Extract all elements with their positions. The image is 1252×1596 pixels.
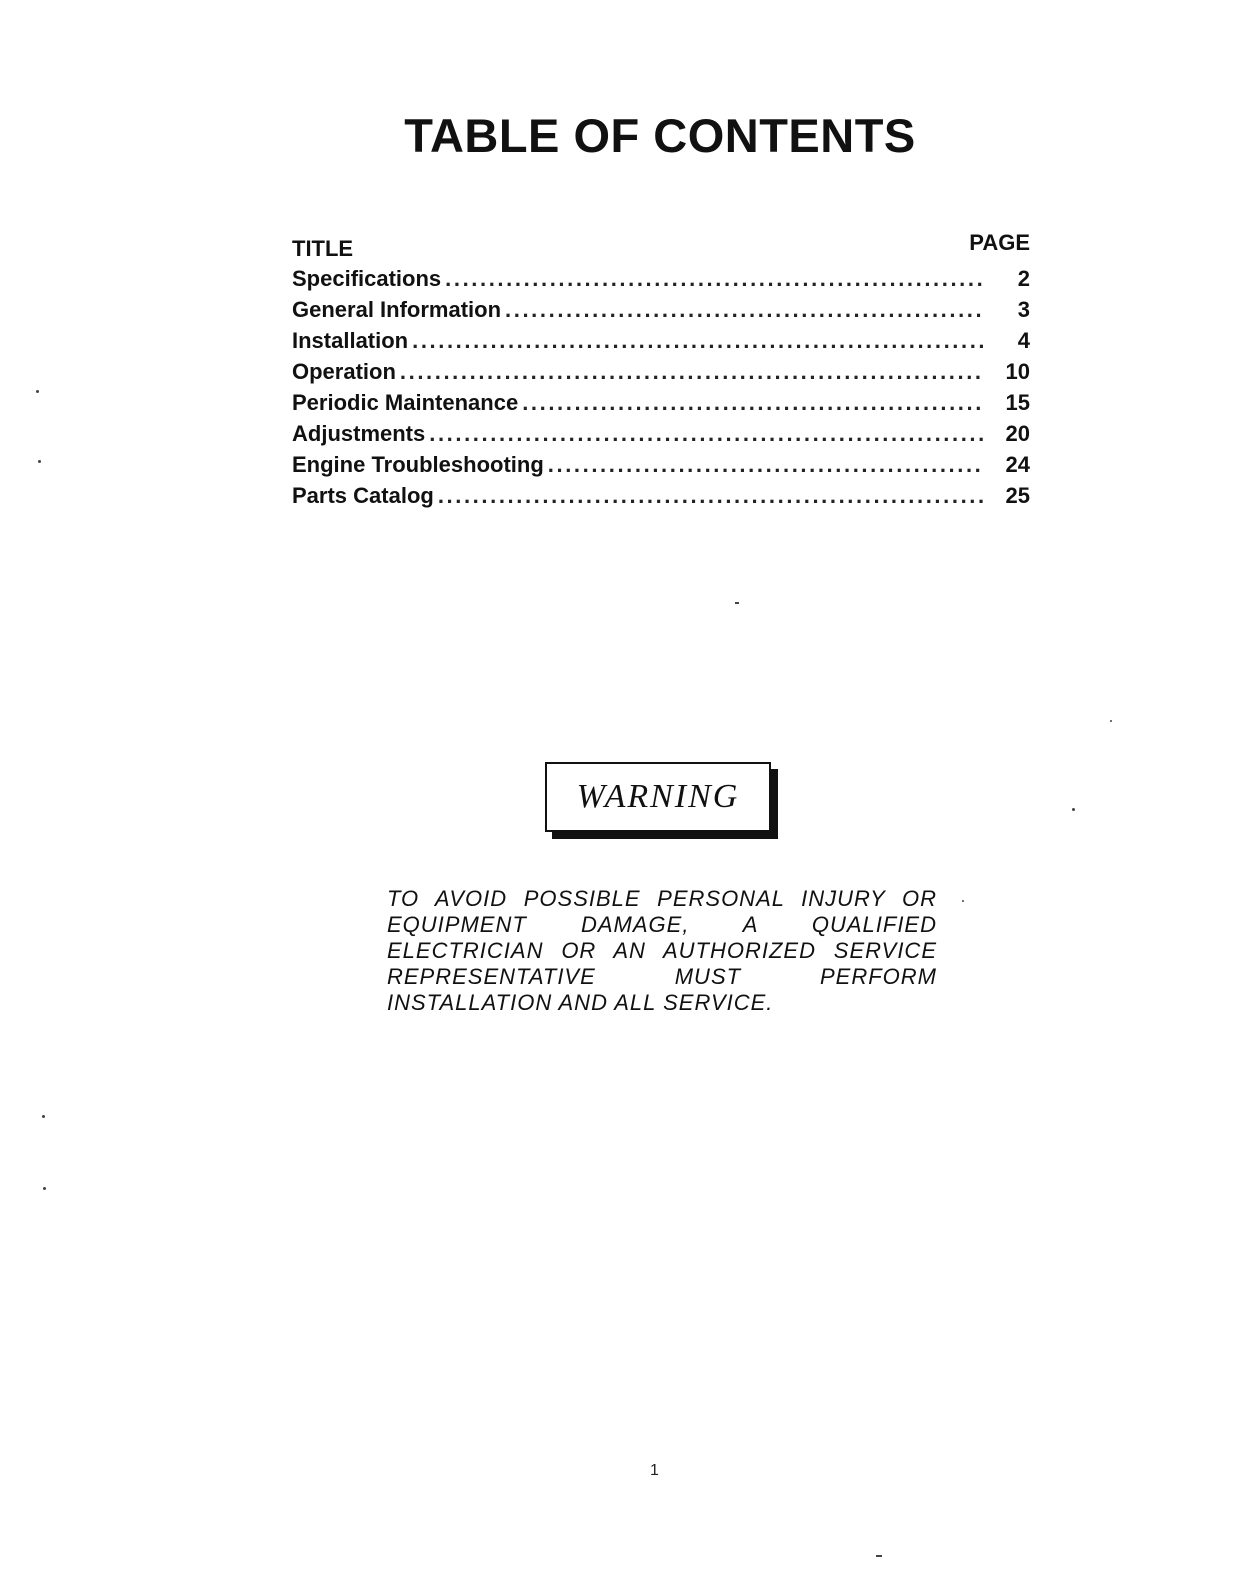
- toc-entry: [292, 452, 1030, 483]
- table-of-contents: [292, 226, 1030, 514]
- scan-speck: [42, 1115, 45, 1118]
- scan-speck: [36, 390, 39, 393]
- toc-entry-page: 4: [1017, 328, 1030, 353]
- toc-page-column-header: PAGE: [969, 230, 1030, 255]
- toc-leader-dots: [438, 483, 984, 509]
- toc-entry: [292, 297, 1030, 328]
- toc-leader-dots: [400, 359, 984, 385]
- toc-entry: [292, 266, 1030, 297]
- toc-entry: [292, 390, 1030, 421]
- toc-leader-dots: [505, 297, 984, 323]
- toc-entry-title: Parts Catalog: [292, 483, 434, 508]
- toc-entry-title: Installation: [292, 328, 409, 353]
- toc-entry-title: General Information: [292, 297, 502, 322]
- scan-speck: [1072, 808, 1075, 811]
- toc-entry: [292, 328, 1030, 359]
- toc-leader-dots: [548, 452, 984, 478]
- warning-label: WARNING: [576, 778, 740, 815]
- toc-entry-title: Adjustments: [292, 421, 426, 446]
- toc-leader-dots: [522, 390, 984, 416]
- scan-speck: [735, 602, 739, 604]
- toc-entry-page: 25: [1005, 483, 1030, 508]
- scan-speck: [38, 460, 41, 463]
- page-number: 1: [650, 1462, 659, 1479]
- toc-entry-page: 3: [1017, 297, 1030, 322]
- warning-label-box: [545, 762, 771, 832]
- toc-entry: [292, 359, 1030, 390]
- scan-speck: [43, 1187, 46, 1190]
- toc-entry-title: Periodic Maintenance: [292, 390, 519, 415]
- scan-speck: [876, 1555, 882, 1557]
- toc-entry-page: 24: [1005, 452, 1030, 477]
- toc-entry-page: 20: [1005, 421, 1030, 446]
- toc-entry-title: Engine Troubleshooting: [292, 452, 544, 477]
- toc-header: [292, 226, 1030, 262]
- toc-entry-page: 15: [1005, 390, 1030, 415]
- toc-title-column-header: TITLE: [292, 236, 354, 261]
- toc-leader-dots: [412, 328, 984, 354]
- toc-entry-title: Operation: [292, 359, 396, 384]
- toc-entry: [292, 483, 1030, 514]
- toc-list: [292, 266, 1030, 514]
- toc-leader-dots: [445, 266, 984, 292]
- toc-entry-page: 10: [1005, 359, 1030, 384]
- page-title: TABLE OF CONTENTS: [404, 109, 916, 162]
- toc-leader-dots: [429, 421, 984, 447]
- scan-speck: [1110, 720, 1112, 722]
- scan-speck: [962, 900, 964, 902]
- toc-entry-title: Specifications: [292, 266, 442, 291]
- toc-entry: [292, 421, 1030, 452]
- toc-entry-page: 2: [1017, 266, 1030, 291]
- warning-text: TO AVOID POSSIBLE PERSONAL INJURY OR EQUIPMENT DAMAGE, A QUALIFIED ELECTRICIAN OR AN AUTHORIZED SERVICE REPRESENTATIVE MUST PERFORM INSTALLATION AND ALL SERVICE.: [387, 886, 937, 1015]
